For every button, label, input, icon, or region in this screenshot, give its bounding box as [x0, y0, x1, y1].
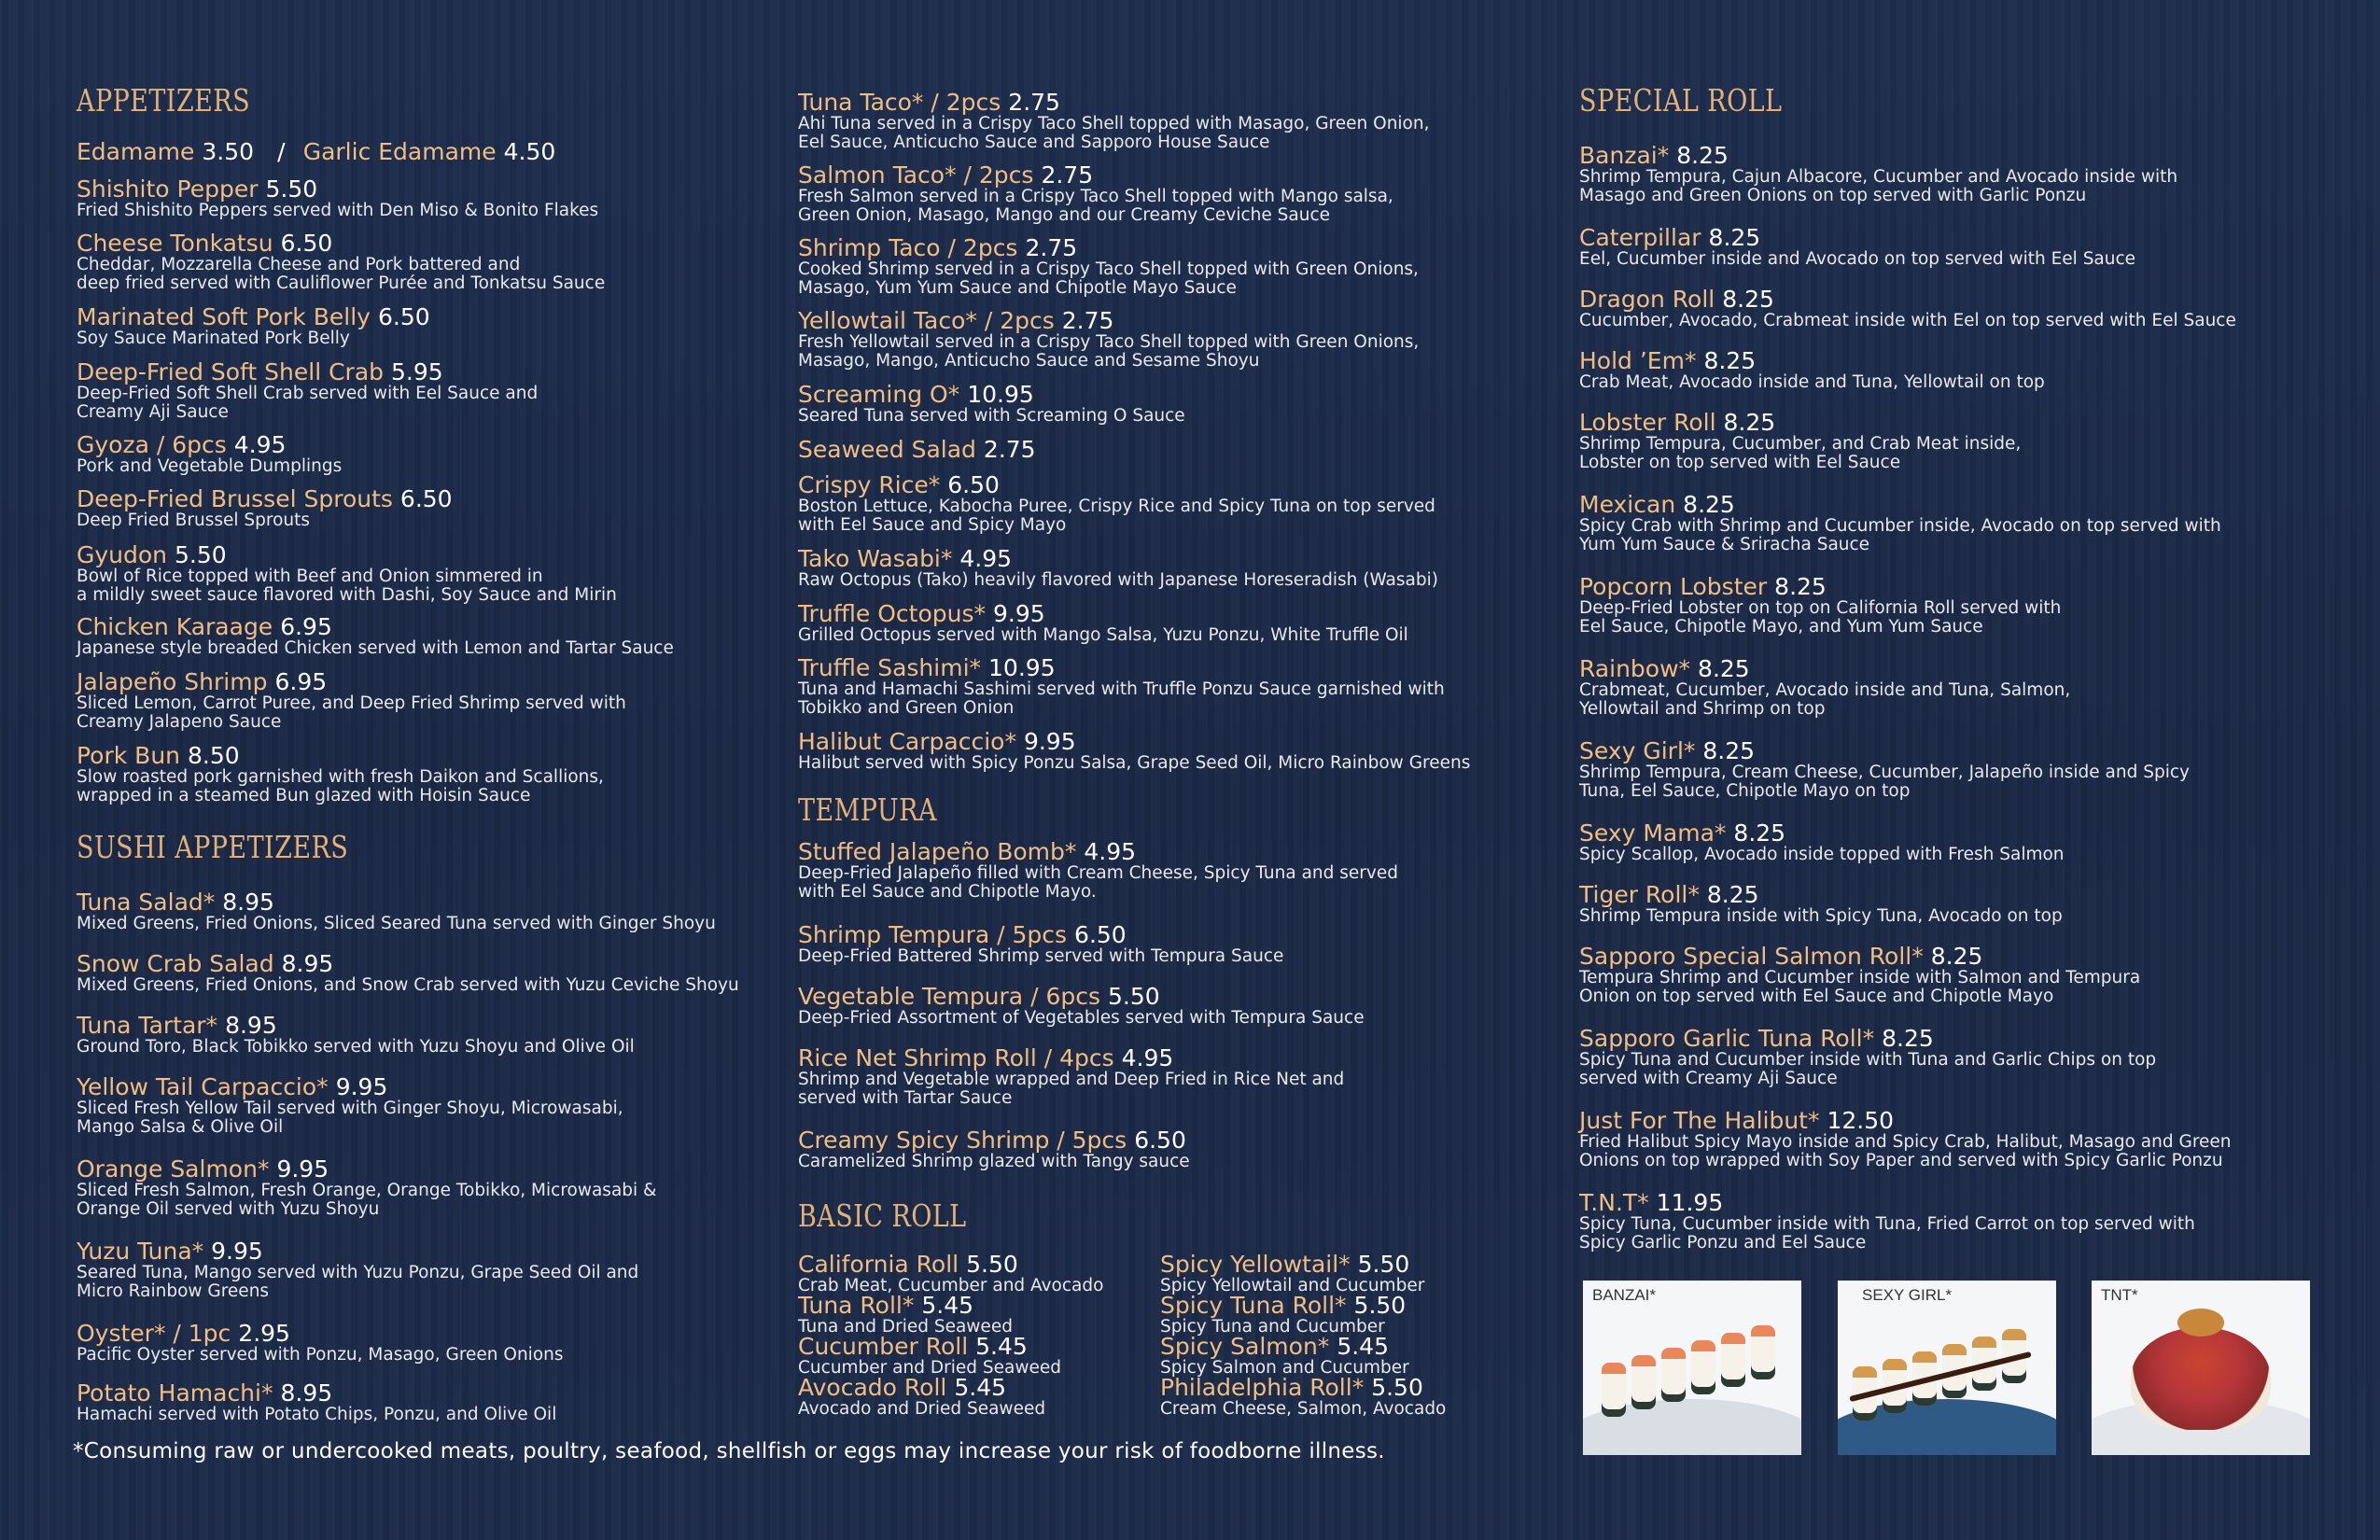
item-price: 5.50: [1108, 983, 1160, 1010]
item-price: 9.95: [211, 1238, 263, 1265]
item-price: 8.25: [1733, 819, 1786, 847]
item-price: 8.25: [1702, 737, 1756, 764]
item-name: Crispy Rice*: [798, 471, 941, 498]
item-description: Pacific Oyster served with Ponzu, Masago, Green Onions: [77, 1345, 564, 1365]
item-description: Mixed Greens, Fried Onions, Sliced Seared Tuna served with Ginger Shoyu: [77, 914, 716, 933]
photo-sexy-girl-roll: [1838, 1281, 2056, 1455]
item-price: 5.95: [391, 358, 443, 385]
item-price: 2.75: [983, 436, 1036, 463]
item-price: 8.95: [280, 1379, 333, 1407]
appetizer-item: [77, 303, 814, 348]
item-description: Deep-Fried Lobster on top on California Roll served with Eel Sauce, Chipotle Mayo, and Yum Yum Sauce: [1579, 598, 2062, 637]
item-price: 9.95: [1023, 728, 1076, 755]
item-price: 8.25: [1708, 224, 1761, 251]
item-price: 2.95: [238, 1320, 290, 1347]
section-title-basic-roll: BASIC ROLL: [798, 1197, 967, 1234]
appetizer-item: [77, 358, 814, 422]
item-price: 9.95: [276, 1155, 329, 1183]
item-description: Spicy Tuna and Cucumber: [1160, 1317, 1385, 1337]
appetizer-item: [77, 431, 814, 476]
item-name: Just For The Halibut*: [1579, 1107, 1820, 1134]
item-name: Mexican: [1579, 491, 1676, 518]
item-price: 8.25: [1723, 409, 1776, 436]
item-price: 10.95: [988, 654, 1056, 681]
item-name: Shrimp Taco / 2pcs: [798, 234, 1018, 261]
item-price: 8.25: [1703, 347, 1757, 374]
item-name: Tako Wasabi*: [798, 545, 953, 572]
special-roll-item: [1579, 142, 2317, 205]
item-description: Eel, Cucumber inside and Avocado on top served with Eel Sauce: [1579, 249, 2136, 269]
item-price: 4.95: [1121, 1044, 1174, 1071]
roll-piece: [1721, 1333, 1745, 1387]
item-description: Deep-Fried Battered Shrimp served with Tempura Sauce: [798, 946, 1284, 966]
foodborne-illness-disclaimer: *Consuming raw or undercooked meats, poultry, seafood, shellfish or eggs may increase your risk of foodborne illness.: [73, 1439, 1385, 1463]
item-description: Tuna and Dried Seaweed: [798, 1317, 1013, 1337]
item-description: Seared Tuna, Mango served with Yuzu Ponzu, Grape Seed Oil and Micro Rainbow Greens: [77, 1263, 639, 1301]
tempura-item: [798, 1044, 1535, 1108]
item-price: 6.50: [377, 303, 430, 330]
item-description: Seared Tuna served with Screaming O Sauce: [798, 406, 1185, 426]
appetizer-item: [77, 613, 814, 658]
appetizer-item: [798, 436, 1535, 464]
special-roll-item: [1579, 573, 2317, 637]
item-description: Shrimp Tempura, Cream Cheese, Cucumber, Jalapeño inside and Spicy Tuna, Eel Sauce, Chipotle Mayo on top: [1579, 763, 2190, 801]
item-price: 8.25: [1676, 142, 1729, 169]
sushi-appetizer-item: [77, 1073, 814, 1137]
item-description: Crab Meat, Avocado inside and Tuna, Yellowtail on top: [1579, 372, 2045, 392]
item-description: Cooked Shrimp served in a Crispy Taco Shell topped with Green Onions, Masago, Yum Yum Sauce and Chipotle Mayo Sauce: [798, 259, 1419, 298]
item-description: Hamachi served with Potato Chips, Ponzu, and Olive Oil: [77, 1405, 557, 1424]
item-name: Lobster Roll: [1579, 409, 1716, 436]
item-description: Caramelized Shrimp glazed with Tangy sauce: [798, 1152, 1190, 1171]
item-price: 8.25: [1882, 1025, 1934, 1052]
special-roll-item: [1579, 409, 2317, 472]
tnt-roll-mound: [2131, 1327, 2271, 1430]
item-name: Chicken Karaage: [77, 613, 273, 640]
item-price: 6.50: [947, 471, 1000, 498]
item-price: 12.50: [1827, 1107, 1895, 1134]
item-description: Shrimp Tempura, Cajun Albacore, Cucumber and Avocado inside with Masago and Green Onions on top served with Garlic Ponzu: [1579, 167, 2178, 205]
item-description: Grilled Octopus served with Mango Salsa, Yuzu Ponzu, White Truffle Oil: [798, 625, 1408, 645]
special-roll-item: [1579, 1107, 2317, 1170]
item-description: Cucumber and Dried Seaweed: [798, 1358, 1061, 1378]
appetizer-item: [798, 89, 1535, 152]
item-name: Shishito Pepper: [77, 175, 259, 203]
item-name: Edamame: [77, 138, 195, 165]
item-description: Shrimp Tempura inside with Spicy Tuna, Avocado on top: [1579, 906, 2063, 926]
item-price: 8.25: [1930, 943, 1983, 970]
item-price: 9.95: [335, 1073, 388, 1100]
item-description: Bowl of Rice topped with Beef and Onion simmered in a mildly sweet sauce flavored with Dashi, Soy Sauce and Mirin: [77, 567, 617, 605]
item-name: Spicy Yellowtail*: [1160, 1251, 1351, 1278]
photo-banzai-roll: [1583, 1281, 1801, 1455]
item-name: Yellowtail Taco* / 2pcs: [798, 307, 1055, 334]
item-description: Sliced Fresh Salmon, Fresh Orange, Orange Tobikko, Microwasabi & Orange Oil served with Yuzu Shoyu: [77, 1181, 657, 1219]
item-name: Avocado Roll: [798, 1374, 947, 1401]
item-description: Ground Toro, Black Tobikko served with Yuzu Shoyu and Olive Oil: [77, 1037, 635, 1057]
separator: /: [277, 138, 286, 165]
item-price: 4.95: [1084, 838, 1137, 865]
photo-tnt-roll: [2092, 1281, 2310, 1455]
item-description: Cheddar, Mozzarella Cheese and Pork battered and deep fried served with Cauliflower Purée and Tonkatsu Sauce: [77, 255, 606, 293]
item-price: 5.45: [954, 1374, 1007, 1401]
special-roll-item: [1579, 819, 2317, 864]
section-title-appetizers: APPETIZERS: [77, 82, 251, 119]
appetizer-item: [798, 471, 1535, 535]
item-description: Spicy Yellowtail and Cucumber: [1160, 1276, 1425, 1295]
item-description: Fried Halibut Spicy Mayo inside and Spicy Crab, Halibut, Masago and Green Onions on top wrapped with Soy Paper and served with Spicy Garlic Ponzu: [1579, 1132, 2232, 1170]
tempura-item: [798, 921, 1535, 966]
item-name: Sexy Mama*: [1579, 819, 1727, 847]
item-price: 8.25: [1683, 491, 1735, 518]
item-price: 5.45: [921, 1292, 974, 1319]
item-name: Tuna Salad*: [77, 889, 216, 916]
special-roll-item: [1579, 1025, 2317, 1088]
item-price: 5.45: [975, 1333, 1028, 1360]
appetizer-item: [798, 161, 1535, 225]
special-roll-item: [1579, 1189, 2317, 1253]
sushi-appetizer-item: [77, 1379, 814, 1424]
item-price: 4.95: [959, 545, 1013, 572]
item-description: Spicy Scallop, Avocado inside topped with Fresh Salmon: [1579, 845, 2065, 864]
item-name: Tuna Taco* / 2pcs: [798, 89, 1001, 116]
item-name: Spicy Tuna Roll*: [1160, 1292, 1347, 1319]
item-name: Seaweed Salad: [798, 436, 976, 463]
item-description: Spicy Crab with Shrimp and Cucumber inside, Avocado on top served with Yum Yum Sauce & Sriracha Sauce: [1579, 516, 2221, 554]
item-name: Vegetable Tempura / 6pcs: [798, 983, 1100, 1010]
item-description: Cream Cheese, Salmon, Avocado: [1160, 1399, 1447, 1419]
special-roll-item: [1579, 286, 2317, 330]
item-description: Tempura Shrimp and Cucumber inside with Salmon and Tempura Onion on top served with Eel Sauce and Chipotle Mayo: [1579, 968, 2141, 1006]
roll-piece: [1631, 1355, 1656, 1409]
item-description: Fresh Salmon served in a Crispy Taco Shell topped with Mango salsa, Green Onion, Masago, Mango and our Creamy Ceviche Sauce: [798, 187, 1393, 225]
roll-piece: [1751, 1325, 1775, 1379]
item-name: Tiger Roll*: [1579, 881, 1700, 908]
item-price: 9.95: [992, 600, 1045, 627]
special-roll-item: [1579, 737, 2317, 801]
item-description: Crabmeat, Cucumber, Avocado inside and Tuna, Salmon, Yellowtail and Shrimp on top: [1579, 680, 2071, 719]
sushi-appetizer-item: [77, 1320, 814, 1365]
item-price: 5.45: [1337, 1333, 1389, 1360]
item-price: 5.50: [175, 541, 227, 568]
appetizer-item: [798, 234, 1535, 298]
item-price: 2.75: [1061, 307, 1114, 334]
photo-label: SEXY GIRL*: [1862, 1286, 1953, 1304]
item-name: California Roll: [798, 1251, 959, 1278]
section-title-sushi-appetizers: SUSHI APPETIZERS: [77, 829, 349, 865]
item-name: T.N.T*: [1579, 1189, 1649, 1216]
roll-piece: [1602, 1363, 1626, 1417]
item-description: Mixed Greens, Fried Onions, and Snow Crab served with Yuzu Ceviche Shoyu: [77, 975, 739, 995]
item-name: Rainbow*: [1579, 655, 1691, 682]
item-price: 8.25: [1698, 655, 1750, 682]
sushi-appetizer-item: [77, 1012, 814, 1057]
item-price: 5.50: [1371, 1374, 1423, 1401]
item-description: Sliced Fresh Yellow Tail served with Ginger Shoyu, Microwasabi, Mango Salsa & Olive Oil: [77, 1099, 623, 1137]
appetizer-item: [77, 485, 814, 530]
item-name: Popcorn Lobster: [1579, 573, 1768, 600]
item-description: Ahi Tuna served in a Crispy Taco Shell topped with Masago, Green Onion, Eel Sauce, Anticucho Sauce and Sapporo House Sauce: [798, 114, 1430, 152]
item-price: 4.95: [233, 431, 287, 458]
item-description: Shrimp Tempura, Cucumber, and Crab Meat inside, Lobster on top served with Eel Sauce: [1579, 434, 2022, 472]
roll-piece: [1661, 1348, 1686, 1402]
item-name: Truffle Octopus*: [798, 600, 986, 627]
fried-carrot-topping: [2177, 1309, 2224, 1337]
item-name: Shrimp Tempura / 5pcs: [798, 921, 1068, 948]
sushi-appetizer-item: [77, 950, 814, 995]
item-price: 6.50: [280, 230, 333, 257]
item-name: Creamy Spicy Shrimp / 5pcs: [798, 1127, 1127, 1154]
appetizer-item: [798, 381, 1535, 426]
item-name: Rice Net Shrimp Roll / 4pcs: [798, 1044, 1114, 1071]
item-description: Fried Shishito Peppers served with Den Miso & Bonito Flakes: [77, 201, 599, 220]
item-description: Boston Lettuce, Kabocha Puree, Crispy Rice and Spicy Tuna on top served with Eel Sauce and Spicy Mayo: [798, 497, 1435, 535]
item-price: 11.95: [1656, 1189, 1724, 1216]
item-price: 6.50: [1134, 1127, 1186, 1154]
special-roll-item: [1579, 491, 2317, 554]
item-price: 2.75: [1008, 89, 1060, 116]
item-description: Cucumber, Avocado, Crabmeat inside with Eel on top served with Eel Sauce: [1579, 311, 2236, 330]
tempura-item: [798, 983, 1535, 1028]
item-name: Deep-Fried Brussel Sprouts: [77, 485, 393, 512]
item-name: Snow Crab Salad: [77, 950, 274, 977]
appetizer-item: [77, 541, 814, 605]
item-description: Deep-Fried Soft Shell Crab served with Eel Sauce and Creamy Aji Sauce: [77, 384, 539, 422]
item-name: Stuffed Jalapeño Bomb*: [798, 838, 1077, 865]
photo-label: BANZAI*: [1592, 1286, 1657, 1304]
special-roll-item: [1579, 655, 2317, 719]
photo-label: TNT*: [2101, 1286, 2138, 1304]
item-name: Dragon Roll: [1579, 286, 1715, 313]
item-price: 5.50: [1357, 1251, 1410, 1278]
item-description: Spicy Salmon and Cucumber: [1160, 1358, 1409, 1378]
item-price: 8.95: [225, 1012, 277, 1039]
item-price: 8.25: [1774, 573, 1827, 600]
special-roll-item: [1579, 943, 2317, 1006]
item-name: Sapporo Special Salmon Roll*: [1579, 943, 1924, 970]
item-name: Sapporo Garlic Tuna Roll*: [1579, 1025, 1875, 1052]
item-name: Gyudon: [77, 541, 168, 568]
appetizer-item: [798, 728, 1535, 773]
item-description: Japanese style breaded Chicken served with Lemon and Tartar Sauce: [77, 638, 674, 658]
appetizer-item: [77, 175, 814, 220]
item-name: Cucumber Roll: [798, 1333, 969, 1360]
appetizer-item: [77, 230, 814, 293]
item-price: 8.95: [281, 950, 334, 977]
appetizer-item: [77, 668, 814, 732]
appetizer-item: [77, 742, 814, 805]
item-name: Gyoza / 6pcs: [77, 431, 227, 458]
item-description: Deep-Fried Jalapeño filled with Cream Cheese, Spicy Tuna and served with Eel Sauce and Chipotle Mayo.: [798, 863, 1398, 902]
item-name: Tuna Tartar*: [77, 1012, 218, 1039]
item-price: 10.95: [967, 381, 1034, 408]
item-description: Spicy Tuna, Cucumber inside with Tuna, Fried Carrot on top served with Spicy Garlic Ponzu and Eel Sauce: [1579, 1214, 2195, 1253]
appetizer-item: [798, 654, 1535, 718]
item-price: 4.50: [503, 138, 556, 165]
item-name: Marinated Soft Pork Belly: [77, 303, 371, 330]
item-name: Cheese Tonkatsu: [77, 230, 273, 257]
item-name: Pork Bun: [77, 742, 181, 769]
appetizer-item: [798, 307, 1535, 371]
item-description: Shrimp and Vegetable wrapped and Deep Fried in Rice Net and served with Tartar Sauce: [798, 1070, 1345, 1108]
item-description: Raw Octopus (Tako) heavily flavored with Japanese Horeseradish (Wasabi): [798, 570, 1438, 590]
item-price: 8.50: [188, 742, 240, 769]
roll-piece: [1691, 1340, 1715, 1394]
item-name: Truffle Sashimi*: [798, 654, 982, 681]
item-description: Avocado and Dried Seaweed: [798, 1399, 1046, 1419]
special-roll-item: [1579, 881, 2317, 926]
item-price: 6.95: [274, 668, 328, 695]
item-name: Sexy Girl*: [1579, 737, 1696, 764]
item-description: Pork and Vegetable Dumplings: [77, 456, 343, 476]
item-price: 6.95: [280, 613, 332, 640]
item-name: Salmon Taco* / 2pcs: [798, 161, 1034, 189]
item-description: Soy Sauce Marinated Pork Belly: [77, 329, 350, 348]
item-name: Tuna Roll*: [798, 1292, 915, 1319]
item-price: 8.25: [1722, 286, 1774, 313]
item-name: Halibut Carpaccio*: [798, 728, 1016, 755]
tempura-item: [798, 1127, 1535, 1171]
appetizer-item: [798, 545, 1535, 590]
item-name: Orange Salmon*: [77, 1155, 270, 1183]
item-price: 2.75: [1041, 161, 1094, 189]
tempura-item: [798, 838, 1535, 902]
item-description: Fresh Yellowtail served in a Crispy Taco Shell topped with Green Onions, Masago, Mango, Anticucho Sauce and Sesame Shoyu: [798, 332, 1420, 371]
special-roll-item: [1579, 224, 2317, 269]
item-name: Banzai*: [1579, 142, 1670, 169]
item-name: Screaming O*: [798, 381, 960, 408]
item-name: Yuzu Tuna*: [77, 1238, 204, 1265]
item-name: Potato Hamachi*: [77, 1379, 273, 1407]
sushi-appetizer-item: [77, 889, 814, 933]
item-price: 2.75: [1025, 234, 1078, 261]
item-name: Spicy Salmon*: [1160, 1333, 1330, 1360]
item-description: Sliced Lemon, Carrot Puree, and Deep Fried Shrimp served with Creamy Jalapeno Sauce: [77, 693, 626, 732]
item-price: 6.50: [399, 485, 453, 512]
item-description: Deep-Fried Assortment of Vegetables served with Tempura Sauce: [798, 1008, 1365, 1028]
item-price: 3.50: [202, 138, 255, 165]
item-name: Philadelphia Roll*: [1160, 1374, 1365, 1401]
item-description: Halibut served with Spicy Ponzu Salsa, Grape Seed Oil, Micro Rainbow Greens: [798, 753, 1471, 773]
item-name: Garlic Edamame: [302, 138, 497, 165]
item-price: 8.95: [222, 889, 274, 916]
section-title-special-roll: SPECIAL ROLL: [1579, 82, 1783, 119]
item-price: 5.50: [966, 1251, 1018, 1278]
sushi-appetizer-item: [77, 1155, 814, 1219]
item-name: Deep-Fried Soft Shell Crab: [77, 358, 385, 385]
special-roll-item: [1579, 347, 2317, 392]
item-description: Tuna and Hamachi Sashimi served with Truffle Ponzu Sauce garnished with Tobikko and Green Onion: [798, 679, 1445, 718]
item-price: 5.50: [1353, 1292, 1407, 1319]
item-name: Caterpillar: [1579, 224, 1701, 251]
item-price: 6.50: [1074, 921, 1127, 948]
item-description: Crab Meat, Cucumber and Avocado: [798, 1276, 1104, 1295]
item-description: Deep Fried Brussel Sprouts: [77, 511, 311, 530]
item-description: Slow roasted pork garnished with fresh Daikon and Scallions, wrapped in a steamed Bun glazed with Hoisin Sauce: [77, 767, 604, 805]
item-name: Hold ’Em*: [1579, 347, 1697, 374]
item-name: Jalapeño Shrimp: [77, 668, 268, 695]
item-price: 8.25: [1706, 881, 1759, 908]
item-name: Oyster* / 1pc: [77, 1320, 231, 1347]
item-description: Spicy Tuna and Cucumber inside with Tuna and Garlic Chips on top served with Creamy Aji Sauce: [1579, 1050, 2157, 1088]
sushi-appetizer-item: [77, 1238, 814, 1301]
appetizer-item: [798, 600, 1535, 645]
item-name: Yellow Tail Carpaccio*: [77, 1073, 329, 1100]
item-price: 5.50: [265, 175, 318, 203]
section-title-tempura: TEMPURA: [798, 791, 937, 828]
menu-item-edamame: [77, 138, 814, 166]
